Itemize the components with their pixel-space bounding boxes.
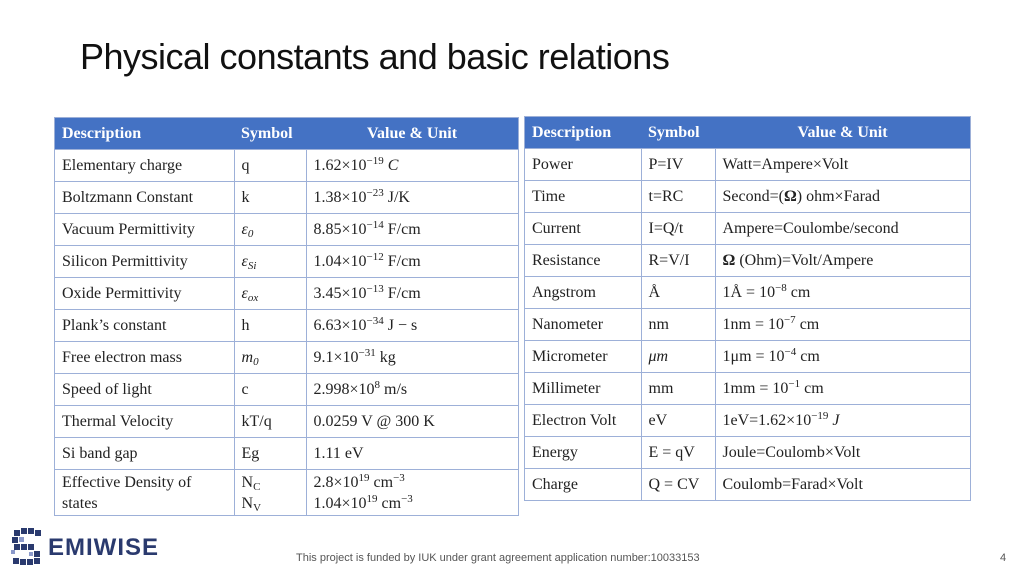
cell-symbol — [641, 181, 715, 213]
value-exponent: −34 — [366, 314, 384, 327]
value-exponent: 8 — [374, 378, 381, 391]
cell-symbol — [641, 277, 715, 309]
value-exponent: −8 — [775, 281, 787, 294]
cell-description — [55, 342, 235, 374]
value-text: 0.0259 V @ 300 K — [313, 412, 435, 430]
description-text: Vacuum Permittivity — [62, 220, 195, 238]
description-text: Silicon Permittivity — [62, 252, 188, 270]
value-unit: J − s — [383, 316, 418, 334]
cell-value-unit — [715, 213, 971, 245]
value-exponent: −19 — [366, 154, 384, 167]
semiwise-logo — [10, 526, 170, 566]
cell-symbol — [641, 245, 715, 277]
cell-symbol — [234, 470, 306, 516]
cell-symbol — [641, 309, 715, 341]
cell-symbol — [234, 182, 306, 214]
cell-description — [525, 405, 642, 437]
value-exponent: −7 — [783, 313, 796, 326]
table-row — [525, 405, 971, 437]
symbol-text: R=V/I — [648, 251, 690, 269]
value-text: Ampere=Coulombe/second — [722, 219, 899, 237]
value-mantissa: 2.8×10 — [313, 473, 359, 491]
value-exponent: −31 — [358, 346, 376, 359]
value-mantissa: 1.38×10 — [313, 188, 367, 206]
value-text: Watt=Ampere×Volt — [722, 155, 849, 173]
cell-symbol — [234, 310, 306, 342]
symbol-text: I=Q/t — [648, 219, 684, 237]
value-text: ) ohm×Farad — [796, 187, 880, 205]
symbol-text: Å — [648, 283, 661, 301]
value-exponent: −1 — [788, 377, 801, 390]
footer-funding-text: This project is funded by IUK under grant agreement application number:10033153 — [296, 552, 700, 564]
symbol-text: N — [241, 473, 254, 491]
table-row — [525, 277, 971, 309]
description-text: Time — [532, 187, 566, 205]
description-text: Si band gap — [62, 444, 138, 462]
description-text: Resistance — [532, 251, 601, 269]
value-mantissa: 6.63×10 — [313, 316, 367, 334]
description-text: Millimeter — [532, 379, 601, 397]
relations-table — [524, 116, 971, 501]
value-text: 1.11 eV — [313, 444, 364, 462]
cell-description — [55, 214, 235, 246]
cell-symbol — [641, 469, 715, 501]
value-unit: F/cm — [383, 252, 421, 270]
symbol-text: t=RC — [648, 187, 684, 205]
cell-description — [525, 277, 642, 309]
value-unit: F/cm — [383, 220, 421, 238]
cell-value-unit — [715, 469, 971, 501]
table-row — [525, 437, 971, 469]
cell-description — [55, 310, 235, 342]
value-text: Second=( — [722, 187, 784, 205]
cell-value-unit — [715, 373, 971, 405]
value-mantissa: 2.998×10 — [313, 380, 375, 398]
symbol-subscript: V — [253, 501, 262, 514]
cell-description — [55, 438, 235, 470]
symbol-text: P=IV — [648, 155, 684, 173]
value-unit: J/K — [383, 188, 410, 206]
value-unit: cm — [377, 494, 402, 512]
cell-value-unit — [715, 309, 971, 341]
cell-description — [525, 213, 642, 245]
cell-value-unit — [306, 470, 519, 516]
symbol-subscript: 0 — [253, 355, 259, 368]
header-symbol: Symbol — [641, 117, 715, 149]
value-mantissa: 1mm = 10 — [722, 379, 789, 397]
description-text: Electron Volt — [532, 411, 617, 429]
cell-value-unit — [715, 277, 971, 309]
cell-description — [55, 182, 235, 214]
table-row — [525, 213, 971, 245]
cell-description — [55, 406, 235, 438]
value-unit: C — [383, 156, 399, 174]
cell-description — [525, 309, 642, 341]
description-text: Micrometer — [532, 347, 608, 365]
table-header-row — [55, 118, 519, 150]
cell-description — [525, 245, 642, 277]
cell-description — [525, 181, 642, 213]
cell-symbol — [234, 438, 306, 470]
table-row — [525, 373, 971, 405]
constants-table — [54, 117, 519, 516]
description-text: Plank’s constant — [62, 316, 167, 334]
description-text: Oxide Permittivity — [62, 284, 182, 302]
cell-symbol — [234, 150, 306, 182]
cell-value-unit — [715, 245, 971, 277]
value-exponent: −23 — [366, 186, 384, 199]
table-row — [525, 341, 971, 373]
table-row — [55, 278, 519, 310]
value-mantissa: 1μm = 10 — [722, 347, 785, 365]
cell-value-unit — [306, 214, 519, 246]
table-row — [55, 406, 519, 438]
value-exponent: −19 — [811, 409, 829, 422]
table-row — [55, 310, 519, 342]
symbol-text: m — [241, 348, 254, 366]
symbol-text: Q = CV — [648, 475, 700, 493]
logo-text: EMIWISE — [48, 534, 160, 561]
value-text: Joule=Coulomb×Volt — [722, 443, 861, 461]
symbol-text: h — [241, 316, 250, 334]
cell-symbol — [641, 149, 715, 181]
value-mantissa: 1.62×10 — [313, 156, 367, 174]
description-text: Boltzmann Constant — [62, 188, 194, 206]
symbol-text: eV — [648, 411, 668, 429]
symbol-text: N — [241, 494, 254, 512]
symbol-subscript: C — [253, 480, 261, 493]
description-text: Power — [532, 155, 573, 173]
table-header-row — [525, 117, 971, 149]
description-text: Charge — [532, 475, 578, 493]
cell-description — [525, 373, 642, 405]
cell-symbol — [234, 342, 306, 374]
cell-value-unit — [306, 310, 519, 342]
value-mantissa: 3.45×10 — [313, 284, 367, 302]
cell-symbol — [641, 373, 715, 405]
cell-symbol — [234, 406, 306, 438]
cell-value-unit — [306, 182, 519, 214]
description-text: Angstrom — [532, 283, 596, 301]
value-text: Coulomb=Farad×Volt — [722, 475, 863, 493]
value-unit: cm — [800, 379, 824, 397]
value-exponent: −13 — [366, 282, 384, 295]
cell-value-unit — [715, 341, 971, 373]
value-exponent: 19 — [358, 471, 370, 484]
symbol-subscript: 0 — [247, 227, 254, 240]
value-unit: cm — [796, 347, 820, 365]
page-title: Physical constants and basic relations — [80, 36, 670, 77]
cell-description — [525, 341, 642, 373]
cell-description — [55, 150, 235, 182]
table-row — [55, 470, 519, 516]
cell-value-unit — [715, 149, 971, 181]
symbol-text: ε — [241, 252, 248, 270]
table-row — [525, 309, 971, 341]
table-row — [525, 245, 971, 277]
cell-value-unit — [715, 181, 971, 213]
cell-symbol — [641, 437, 715, 469]
cell-symbol — [641, 405, 715, 437]
cell-value-unit — [306, 246, 519, 278]
unit-exponent: −3 — [401, 492, 413, 505]
value-mantissa: 9.1×10 — [313, 348, 359, 366]
cell-symbol — [234, 246, 306, 278]
cell-value-unit — [306, 406, 519, 438]
description-text: Thermal Velocity — [62, 412, 174, 430]
header-value-unit: Value & Unit — [306, 118, 519, 150]
symbol-subscript: ox — [247, 291, 259, 304]
symbol-text: Eg — [241, 444, 260, 462]
value-exponent: 19 — [366, 492, 378, 505]
cell-value-unit — [306, 278, 519, 310]
ohm-symbol: Ω — [783, 187, 797, 205]
description-text: Current — [532, 219, 581, 237]
page-number: 4 — [1000, 552, 1007, 564]
cell-symbol — [641, 341, 715, 373]
description-text: Energy — [532, 443, 578, 461]
table-row — [55, 214, 519, 246]
symbol-text: q — [241, 156, 250, 174]
value-unit: m/s — [380, 380, 408, 398]
value-mantissa: 8.85×10 — [313, 220, 367, 238]
table-row — [55, 246, 519, 278]
value-exponent: −14 — [366, 218, 384, 231]
cell-description — [55, 374, 235, 406]
logo-s-icon — [10, 526, 44, 566]
value-text: (Ohm)=Volt/Ampere — [735, 251, 874, 269]
value-mantissa: 1.04×10 — [313, 494, 367, 512]
header-value-unit: Value & Unit — [715, 117, 971, 149]
symbol-text: c — [241, 380, 249, 398]
symbol-text: ε — [241, 220, 248, 238]
value-exponent: −4 — [784, 345, 797, 358]
header-description: Description — [525, 117, 642, 149]
symbol-subscript: Si — [247, 259, 257, 272]
value-exponent: −12 — [366, 250, 384, 263]
description-text: Speed of light — [62, 380, 152, 398]
symbol-text: mm — [648, 379, 674, 397]
symbol-text: kT/q — [241, 412, 272, 430]
table-row — [55, 438, 519, 470]
description-text: Free electron mass — [62, 348, 182, 366]
cell-symbol — [641, 213, 715, 245]
description-text: Elementary charge — [62, 156, 183, 174]
cell-description — [525, 437, 642, 469]
ohm-symbol: Ω — [722, 251, 736, 269]
value-unit: F/cm — [383, 284, 421, 302]
table-row — [525, 149, 971, 181]
header-symbol: Symbol — [234, 118, 306, 150]
value-unit: cm — [795, 315, 820, 333]
cell-value-unit — [306, 374, 519, 406]
cell-value-unit — [306, 438, 519, 470]
value-unit: kg — [375, 348, 396, 366]
cell-symbol — [234, 214, 306, 246]
unit-exponent: −3 — [393, 471, 405, 484]
description-text: Effective Density of states — [62, 473, 192, 512]
cell-value-unit — [306, 342, 519, 374]
value-mantissa: 1.04×10 — [313, 252, 367, 270]
cell-symbol — [234, 278, 306, 310]
symbol-text: E = qV — [648, 443, 695, 461]
cell-description — [525, 149, 642, 181]
cell-description — [55, 278, 235, 310]
table-row — [55, 342, 519, 374]
cell-symbol — [234, 374, 306, 406]
symbol-text: ε — [241, 284, 248, 302]
cell-value-unit — [306, 150, 519, 182]
table-row — [525, 469, 971, 501]
cell-value-unit — [715, 405, 971, 437]
table-row — [525, 181, 971, 213]
cell-value-unit — [715, 437, 971, 469]
value-mantissa: 1nm = 10 — [722, 315, 784, 333]
description-text: Nanometer — [532, 315, 604, 333]
table-row — [55, 182, 519, 214]
table-row — [55, 374, 519, 406]
cell-description — [55, 246, 235, 278]
value-unit: J — [828, 411, 840, 429]
value-unit: cm — [369, 473, 394, 491]
symbol-text: k — [241, 188, 250, 206]
cell-description — [55, 470, 235, 516]
table-row — [55, 150, 519, 182]
value-mantissa: 1Å = 10 — [722, 283, 776, 301]
symbol-text: μm — [648, 347, 669, 365]
value-unit: cm — [786, 283, 811, 301]
cell-description — [525, 469, 642, 501]
symbol-text: nm — [648, 315, 669, 333]
value-mantissa: 1eV=1.62×10 — [722, 411, 812, 429]
header-description: Description — [55, 118, 235, 150]
